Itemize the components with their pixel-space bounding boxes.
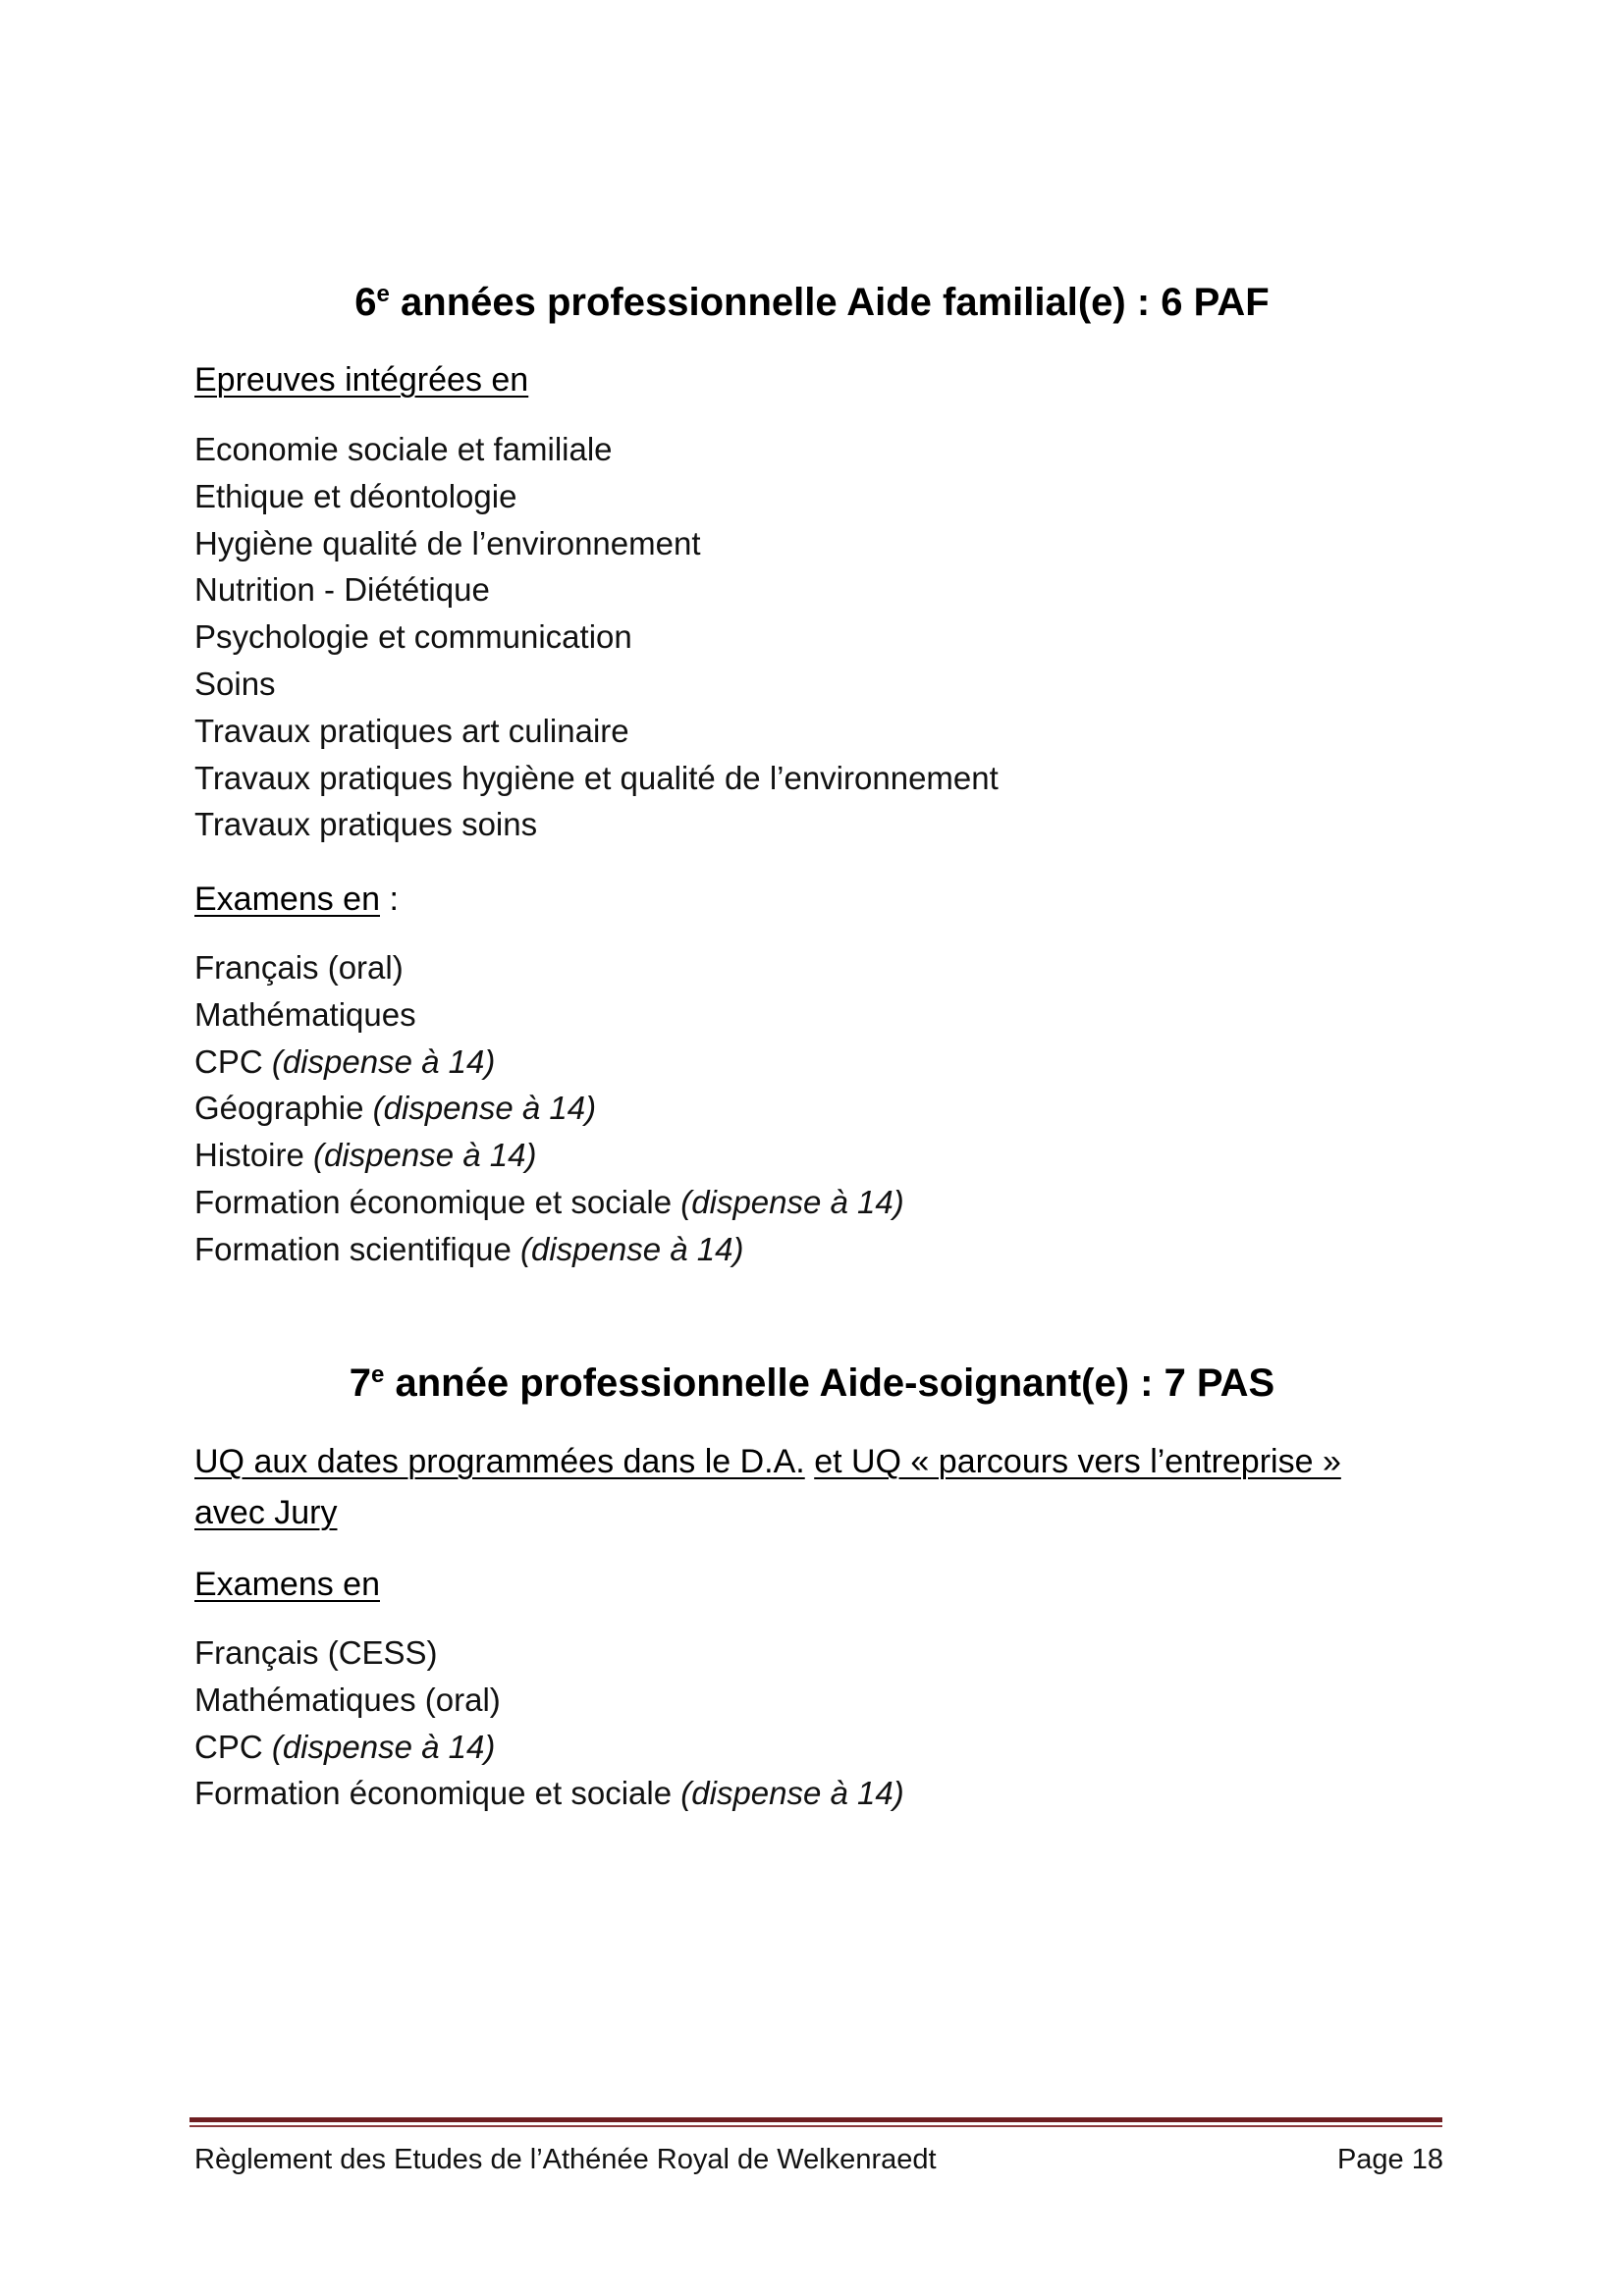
section1-title-sup: e — [376, 281, 390, 307]
list-item: Nutrition - Diététique — [194, 571, 490, 609]
list-item — [194, 1677, 904, 1724]
list-item: Hygiène qualité de l’environnement — [194, 524, 701, 561]
epreuves-heading-text: Epreuves intégrées en — [194, 361, 529, 399]
list-item-text: Formation économique et sociale — [194, 1183, 681, 1220]
uq-line-2 — [194, 1487, 338, 1538]
list-item: Soins — [194, 665, 276, 702]
examens-heading-1-suffix: : — [380, 881, 399, 918]
examens-heading-2 — [194, 1559, 380, 1610]
list-item-note: (dispense à 14) — [372, 1090, 597, 1127]
list-item-note: (dispense à 14) — [271, 1728, 496, 1765]
list-item-text: Mathématiques — [194, 995, 416, 1033]
list-item-note: (dispense à 14) — [680, 1775, 904, 1812]
list-item: Economie sociale et familiale — [194, 431, 613, 467]
list-item — [194, 1179, 904, 1226]
uq-part-3: avec Jury — [194, 1494, 338, 1531]
list-item: Psychologie et communication — [194, 618, 632, 656]
list-item-text: CPC — [194, 1728, 272, 1765]
list-item: Travaux pratiques soins — [194, 806, 538, 843]
list-item: Travaux pratiques hygiène et qualité de l’environnement — [194, 759, 999, 796]
list-item — [194, 1085, 904, 1132]
list-item — [194, 944, 904, 991]
footer-rule — [189, 2117, 1442, 2122]
section2-title-sup: e — [371, 1362, 385, 1388]
uq-part-1: UQ aux dates programmées dans le D.A. — [194, 1443, 805, 1480]
footer-rule-thin — [189, 2125, 1442, 2127]
list-item-text: Géographie — [194, 1090, 373, 1127]
list-item: Travaux pratiques art culinaire — [194, 712, 629, 749]
list-item-text: Français (oral) — [194, 949, 404, 986]
examens-list-1 — [194, 944, 904, 1273]
section2-title — [147, 1360, 1477, 1407]
list-item — [194, 1132, 904, 1179]
list-item — [194, 991, 904, 1039]
list-item: Ethique et déontologie — [194, 477, 517, 514]
list-item-note: (dispense à 14) — [680, 1183, 904, 1220]
list-item-note: (dispense à 14) — [519, 1230, 744, 1267]
examens-list-2 — [194, 1629, 904, 1817]
section1-title-number: 6 — [354, 281, 377, 324]
examens-heading-1-text: Examens en — [194, 881, 380, 918]
list-item — [194, 1039, 904, 1086]
list-item-note: (dispense à 14) — [271, 1042, 496, 1080]
list-item-text: Français (CESS) — [194, 1634, 438, 1671]
list-item-text: Histoire — [194, 1137, 314, 1174]
uq-line-1 — [194, 1436, 1341, 1487]
list-item — [194, 1226, 904, 1273]
list-item-text: Mathématiques (oral) — [194, 1681, 501, 1718]
footer-page-number: Page 18 — [1336, 2144, 1443, 2175]
epreuves-list — [194, 426, 999, 848]
list-item — [194, 1724, 904, 1771]
section2-title-rest: année professionnelle Aide-soignant(e) : 7 PAS — [384, 1362, 1275, 1405]
list-item-text: CPC — [194, 1042, 272, 1080]
list-item-text: Formation scientifique — [194, 1230, 520, 1267]
list-item — [194, 1770, 904, 1817]
section2-title-number: 7 — [349, 1362, 372, 1405]
uq-part-2: et UQ « parcours vers l’entreprise » — [814, 1443, 1341, 1480]
footer-document-title: Règlement des Etudes de l’Athénée Royal de Welkenraedt — [194, 2144, 937, 2175]
section1-title — [147, 279, 1477, 326]
section1-title-rest: années professionnelle Aide familial(e) : 6 PAF — [389, 281, 1270, 324]
epreuves-heading — [194, 354, 528, 405]
examens-heading-1 — [194, 874, 399, 925]
list-item-text: Formation économique et sociale — [194, 1775, 681, 1812]
list-item — [194, 1629, 904, 1677]
list-item-note: (dispense à 14) — [313, 1137, 537, 1174]
examens-heading-2-text: Examens en — [194, 1566, 380, 1603]
